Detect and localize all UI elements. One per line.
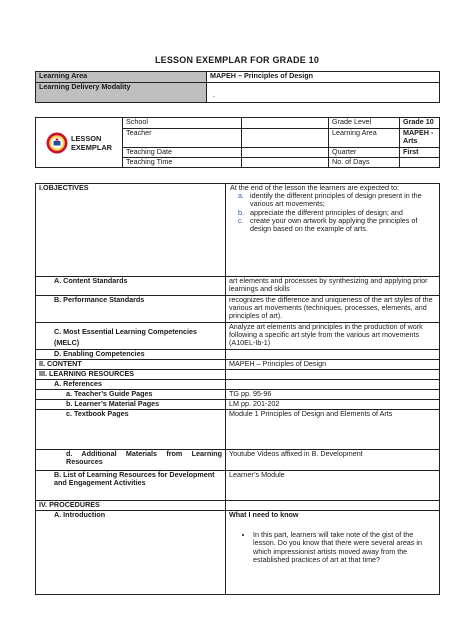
enabling-competencies-label: D. Enabling Competencies bbox=[36, 350, 226, 360]
references-value bbox=[226, 380, 440, 390]
teaching-time-label: Teaching Time bbox=[123, 158, 242, 168]
content-label: II. CONTENT bbox=[36, 360, 226, 370]
teaching-time-value bbox=[242, 158, 329, 168]
performance-standards-label: B. Performance Standards bbox=[36, 296, 226, 323]
introduction-content bbox=[226, 511, 440, 595]
objectives-content bbox=[226, 184, 440, 277]
introduction-bullet: • In this part, learners will take note of the gist of the lesson. Do you know that there were several areas in which impressionist artists moved away from the established practices of art at that time? bbox=[253, 531, 436, 564]
grade-level-value: Grade 10 bbox=[400, 118, 440, 129]
objectives-intro: At the end of the lesson the learners are expected to: bbox=[230, 183, 400, 192]
objective-item: b. appreciate the different principles of design; and bbox=[238, 207, 403, 217]
list-resources-value: Learner’s Module bbox=[226, 471, 440, 501]
textbook-pages-value: Module 1 Principles of Design and Elements of Arts bbox=[226, 410, 440, 450]
introduction-heading: What I need to know bbox=[229, 510, 299, 519]
quarter-value: First bbox=[400, 148, 440, 158]
content-value: MAPEH – Principles of Design bbox=[226, 360, 440, 370]
learning-area-label-2: Learning Area bbox=[329, 129, 400, 148]
objective-item: a. identify the different principles of design present in the various art movements; bbox=[238, 191, 422, 209]
content-standards-value: art elements and processes by synthesizing and applying prior learnings and skills bbox=[226, 277, 440, 296]
modality-value: . bbox=[207, 83, 440, 103]
learning-area-label: Learning Area bbox=[36, 72, 207, 83]
performance-standards-value: recognizes the difference and uniqueness of the art styles of the various art movements (techniques, processes, elements, and principles of art). bbox=[226, 296, 440, 323]
learning-area-value: MAPEH – Principles of Design bbox=[207, 72, 440, 83]
melc-label: C. Most Essential Learning Competencies (MELC) bbox=[36, 323, 226, 350]
logo-text-exemplar: EXEMPLAR bbox=[70, 142, 113, 152]
objectives-label: I.OBJECTIVES bbox=[36, 184, 226, 277]
learners-material-value: LM pp. 201-202 bbox=[226, 400, 440, 410]
list-resources-label: B. List of Learning Resources for Development and Engagement Activities bbox=[36, 471, 226, 501]
school-label: School bbox=[123, 118, 242, 129]
references-label: A. References bbox=[36, 380, 226, 390]
objectives-list bbox=[230, 192, 436, 233]
teaching-date-label: Teaching Date bbox=[123, 148, 242, 158]
no-of-days-label: No. of Days bbox=[329, 158, 400, 168]
textbook-pages-label: c. Textbook Pages bbox=[36, 410, 226, 450]
deped-seal-icon bbox=[46, 132, 68, 154]
enabling-competencies-value bbox=[226, 350, 440, 360]
modality-label: Learning Delivery Modality bbox=[36, 83, 207, 103]
quarter-label: Quarter bbox=[329, 148, 400, 158]
logo-cell bbox=[36, 118, 123, 168]
procedures-label: IV. PROCEDURES bbox=[36, 501, 226, 511]
teaching-date-value bbox=[242, 148, 329, 158]
content-standards-label: A. Content Standards bbox=[36, 277, 226, 296]
teacher-label: Teacher bbox=[123, 129, 242, 148]
melc-value: Analyze art elements and principles in the production of work following a specific art style from the various art movements (A10EL-Ib-1) bbox=[226, 323, 440, 350]
main-table bbox=[35, 183, 440, 595]
teacher-value bbox=[242, 129, 329, 148]
teachers-guide-value: TG pp. 95-96 bbox=[226, 390, 440, 400]
learners-material-label: b. Learner’s Material Pages bbox=[36, 400, 226, 410]
additional-materials-label: d. Additional Materials from Learning Resources bbox=[36, 450, 226, 471]
introduction-bullets bbox=[229, 531, 436, 564]
learning-resources-value bbox=[226, 370, 440, 380]
introduction-label: A. Introduction bbox=[36, 511, 226, 595]
learning-area-value-2: MAPEH - Arts bbox=[400, 129, 440, 148]
logo-text-lesson: LESSON bbox=[70, 133, 102, 143]
document-title: LESSON EXEMPLAR FOR GRADE 10 bbox=[154, 55, 320, 65]
procedures-value bbox=[226, 501, 440, 511]
grade-level-label: Grade Level bbox=[329, 118, 400, 129]
objective-item: c. create your own artwork by applying the principles of design based on the example of arts. bbox=[238, 215, 418, 234]
no-of-days-value bbox=[400, 158, 440, 168]
school-value bbox=[242, 118, 329, 129]
teachers-guide-label: a. Teacher’s Guide Pages bbox=[36, 390, 226, 400]
learning-resources-label: III. LEARNING RESOURCES bbox=[36, 370, 226, 380]
additional-materials-value: Youtube Videos affixed in B. Development bbox=[226, 450, 440, 471]
header-table bbox=[35, 71, 440, 103]
info-table bbox=[35, 117, 440, 168]
